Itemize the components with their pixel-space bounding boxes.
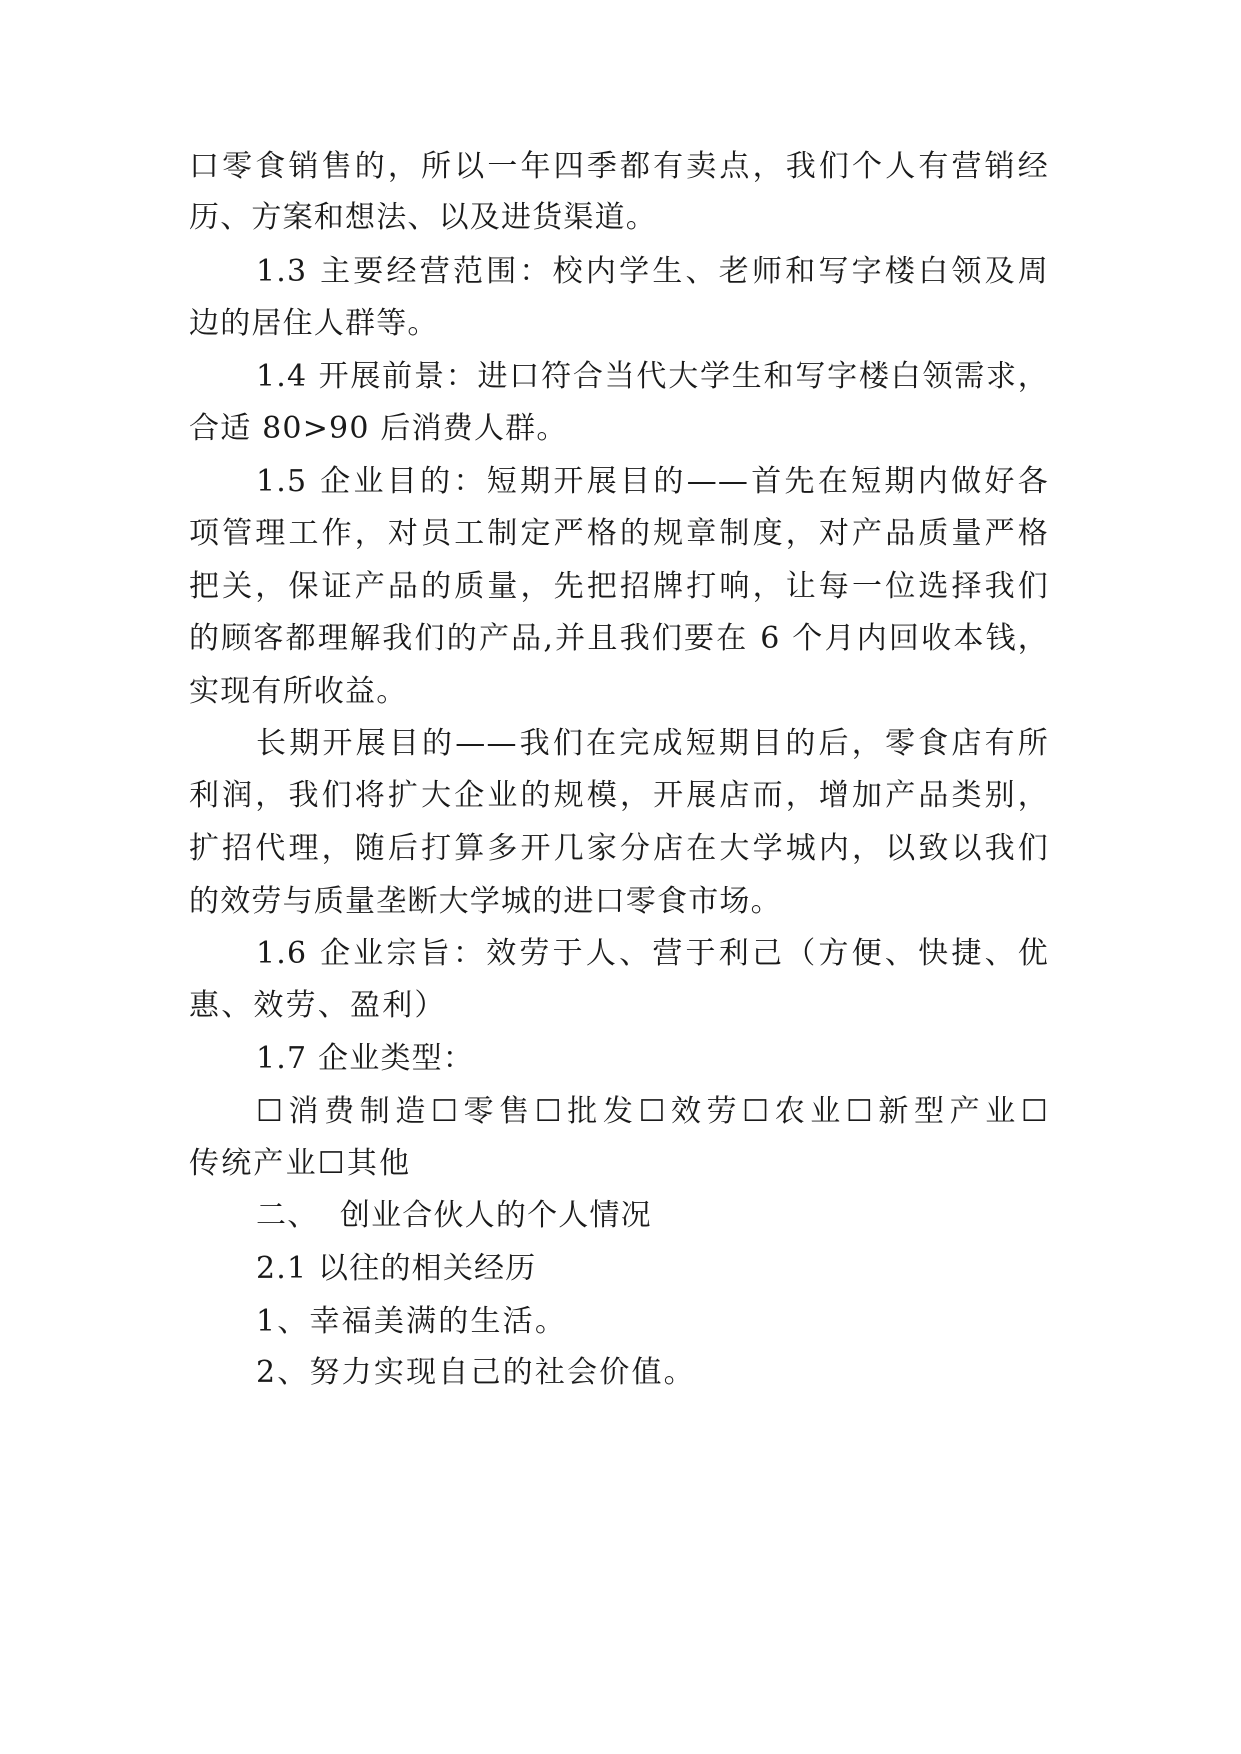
paragraph-line: 1.5 企业目的：短期开展目的——首先在短期内做好各 — [256, 464, 1049, 499]
paragraph-line: 1.7 企业类型： — [256, 1041, 475, 1076]
paragraph-line: 合适 80>90 后消费人群。 — [189, 411, 568, 446]
paragraph-line: 口零食销售的，所以一年四季都有卖点，我们个人有营销经 — [189, 149, 1049, 184]
paragraph-line: 的效劳与质量垄断大学城的进口零食市场。 — [189, 884, 782, 919]
paragraph-line: 扩招代理，随后打算多开几家分店在大学城内，以致以我们 — [189, 831, 1049, 866]
checkbox-options-line: 传统产业☐其他 — [189, 1146, 412, 1181]
paragraph-line: 实现有所收益。 — [189, 674, 408, 709]
paragraph-line: 1.6 企业宗旨：效劳于人、营于利己（方便、快捷、优 — [256, 936, 1049, 971]
list-item: 1、幸福美满的生活。 — [256, 1304, 568, 1339]
paragraph-line: 历、方案和想法、以及进货渠道。 — [189, 200, 657, 235]
paragraph-line: 的顾客都理解我们的产品,并且我们要在 6 个月内回收本钱， — [189, 621, 1049, 656]
paragraph-line: 利润，我们将扩大企业的规模，开展店而，增加产品类别， — [189, 778, 1049, 813]
paragraph-line: 长期开展目的——我们在完成短期目的后，零食店有所 — [256, 726, 1049, 761]
checkbox-options-line: ☐消费制造☐零售☐批发☐效劳☐农业☐新型产业☐ — [256, 1094, 1049, 1129]
paragraph-line: 惠、效劳、盈利） — [189, 988, 447, 1023]
paragraph-line: 项管理工作，对员工制定严格的规章制度，对产品质量严格 — [189, 516, 1049, 551]
section-heading: 二、 创业合伙人的个人情况 — [256, 1198, 652, 1233]
paragraph-line: 把关，保证产品的质量，先把招牌打响，让每一位选择我们 — [189, 569, 1049, 604]
list-item: 2、努力实现自己的社会价值。 — [256, 1355, 696, 1390]
paragraph-line: 1.3 主要经营范围：校内学生、老师和写字楼白领及周 — [256, 254, 1049, 289]
paragraph-line: 1.4 开展前景：进口符合当代大学生和写字楼白领需求， — [256, 359, 1049, 394]
subsection-heading: 2.1 以往的相关经历 — [256, 1251, 537, 1286]
paragraph-line: 边的居住人群等。 — [189, 306, 439, 341]
